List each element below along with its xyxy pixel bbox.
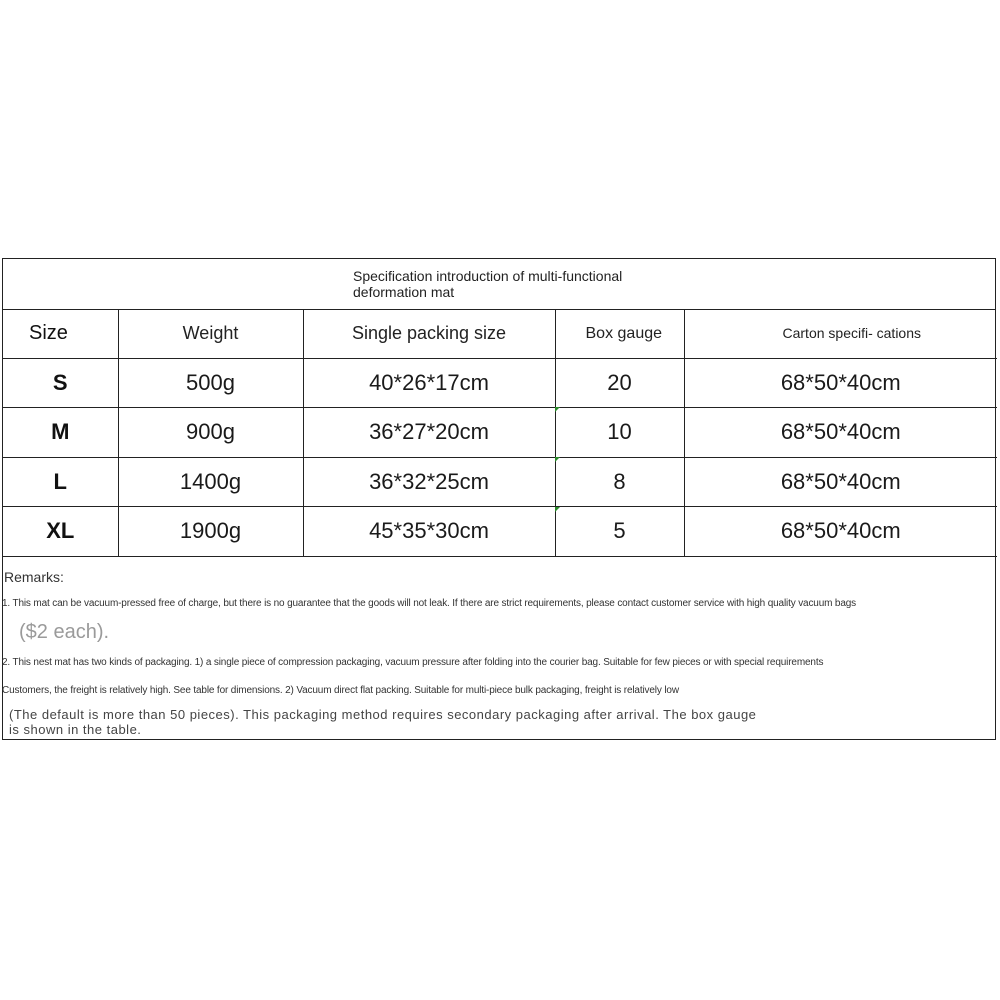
green-corner-mark: [555, 407, 560, 412]
header-size: Size: [3, 309, 118, 358]
green-corner-mark: [555, 457, 560, 462]
header-box-gauge: Box gauge: [555, 309, 684, 358]
cell-weight: 1400g: [118, 457, 303, 507]
remark-line-2: 2. This nest mat has two kinds of packaging. 1) a single piece of compression packaging, vacuum pressure after folding into the courier bag. Suitable for few pieces or with special requirements: [2, 657, 824, 668]
remarks-title: Remarks:: [4, 569, 64, 585]
title-row: [3, 259, 995, 310]
cell-single-packing: 40*26*17cm: [303, 358, 555, 408]
header-single-packing: Single packing size: [303, 309, 555, 358]
cell-carton: 68*50*40cm: [684, 507, 997, 557]
table-row: [3, 358, 997, 408]
cell-size: XL: [3, 507, 118, 557]
cell-single-packing: 36*32*25cm: [303, 457, 555, 507]
cell-weight: 500g: [118, 358, 303, 408]
cell-weight: 900g: [118, 408, 303, 458]
table-row: [3, 408, 997, 458]
header-weight: Weight: [118, 309, 303, 358]
cell-box-gauge: 5: [555, 507, 684, 557]
remark-footnote: (The default is more than 50 pieces). This packaging method requires secondary packaging after arrival. The box gauge is shown in the table.: [9, 707, 757, 737]
spec-sheet: [2, 258, 996, 740]
cell-box-gauge: 8: [555, 457, 684, 507]
header-row: [3, 309, 997, 358]
header-carton: Carton specifi- cations: [684, 309, 997, 358]
cell-single-packing: 45*35*30cm: [303, 507, 555, 557]
table-row: [3, 507, 997, 557]
cell-single-packing: 36*27*20cm: [303, 408, 555, 458]
spec-title: Specification introduction of multi-functional deformation mat: [353, 268, 623, 300]
cell-box-gauge: 10: [555, 408, 684, 458]
table-row: [3, 457, 997, 507]
remark-line-3: Customers, the freight is relatively high. See table for dimensions. 2) Vacuum direct flat packing. Suitable for multi-piece bulk packaging, freight is relatively low: [2, 685, 679, 696]
cell-carton: 68*50*40cm: [684, 358, 997, 408]
cell-size: M: [3, 408, 118, 458]
cell-carton: 68*50*40cm: [684, 408, 997, 458]
cell-size: S: [3, 358, 118, 408]
cell-size: L: [3, 457, 118, 507]
remark-price-note: ($2 each).: [19, 621, 110, 643]
spec-table: [3, 309, 997, 557]
cell-weight: 1900g: [118, 507, 303, 557]
cell-carton: 68*50*40cm: [684, 457, 997, 507]
cell-box-gauge: 20: [555, 358, 684, 408]
green-corner-mark: [555, 507, 560, 512]
remark-line-1: 1. This mat can be vacuum-pressed free of charge, but there is no guarantee that the goods will not leak. If there are strict requirements, please contact customer service with high quality vacuum bags: [2, 598, 857, 609]
